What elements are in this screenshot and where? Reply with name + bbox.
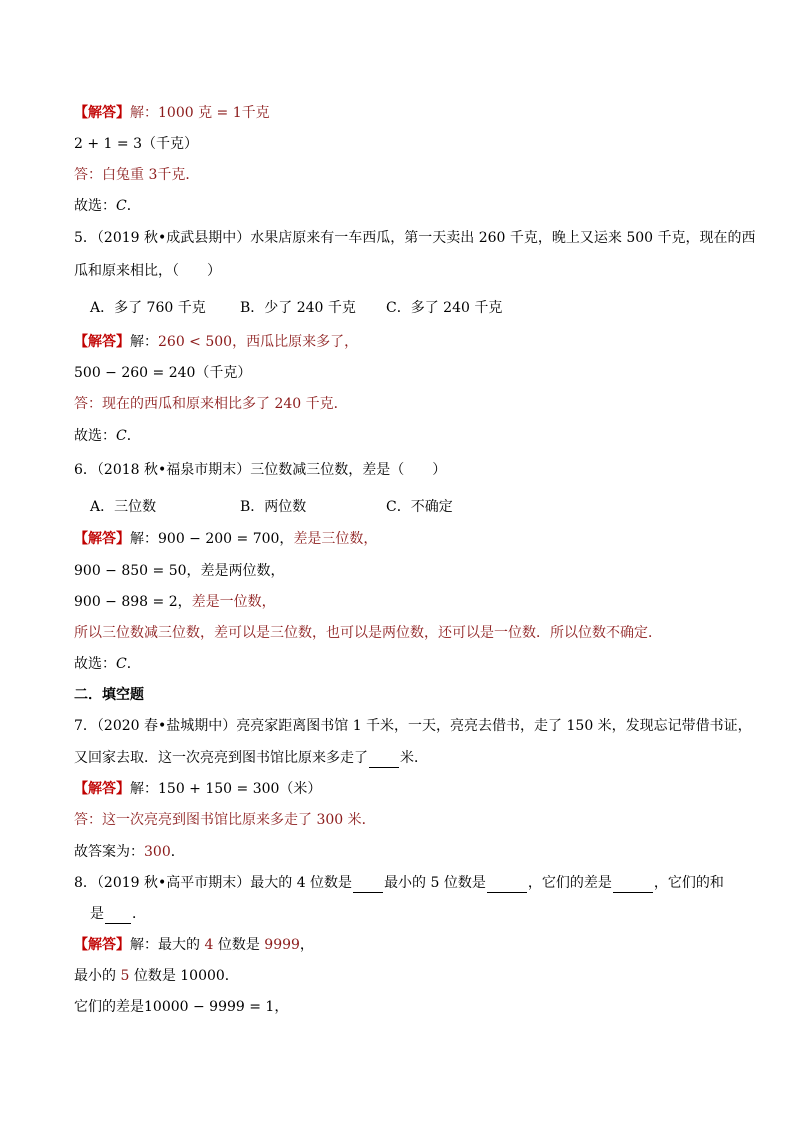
q5-answer-line-1	[74, 332, 358, 352]
choice-letter: C	[116, 198, 127, 214]
value: 4	[204, 937, 214, 953]
option-a: A．多了 760 千克	[90, 300, 206, 316]
q8-stem-line-1	[74, 873, 724, 893]
text: 是	[90, 906, 104, 922]
q6-stem: 6．（2018 秋•福泉市期末）三位数减三位数，差是（ ）	[74, 462, 447, 478]
q8-answer-line-3: 它们的差是10000 − 9999 = 1，	[74, 999, 289, 1015]
text: ．	[170, 844, 185, 860]
value: 3	[148, 167, 158, 183]
text: 答：白兔重	[74, 167, 149, 183]
q4-answer-line-3	[74, 165, 199, 185]
text: ．	[132, 906, 146, 922]
answer-tag: 【解答】	[74, 937, 130, 953]
text: 位数是	[213, 937, 265, 953]
fill-blank	[487, 877, 527, 893]
text: 解：900 − 200 = 700，	[130, 531, 294, 547]
value: 300	[316, 812, 344, 828]
text: 解：	[130, 334, 158, 350]
q5-answer-line-2: 500 − 260 = 240（千克）	[74, 365, 252, 381]
q5-stem-line-1: 5．（2019 秋•成武县期中）水果店原来有一车西瓜，第一天卖出 260 千克，晚上又运来 500 千克，现在的西	[74, 230, 756, 246]
q7-stem-line-1: 7．（2020 春•盐城期中）亮亮家距离图书馆 1 千米，一天，亮亮去借书，走了 150 米，发现忘记带借书证，	[74, 718, 752, 734]
text: 答：这一次亮亮到图书馆比原来多走了	[74, 812, 317, 828]
text: ．	[126, 198, 141, 214]
q5-options	[90, 298, 502, 318]
option-b: B．两位数	[240, 499, 307, 515]
option-b: B．少了 240 千克	[240, 300, 356, 316]
answer-tag: 【解答】	[74, 531, 130, 547]
q7-answer-line-1	[74, 779, 321, 799]
fill-blank	[369, 752, 399, 768]
text: 故选：	[74, 198, 116, 214]
text: 最小的 5 位数是	[384, 875, 486, 891]
q6-answer-line-3	[74, 592, 276, 612]
fill-blank	[613, 877, 653, 893]
text: 故选：	[74, 656, 116, 672]
text: 答：现在的西瓜和原来相比多了	[74, 396, 275, 412]
text: ，它们的差是	[527, 875, 612, 891]
text: 差是三位数，	[293, 531, 378, 547]
text: ，	[299, 937, 314, 953]
text: 差是一位数，	[191, 594, 276, 610]
text: 解：150 + 150 = 300（米）	[130, 781, 322, 797]
q6-answer-line-4: 所以三位数减三位数，差可以是三位数，也可以是两位数，还可以是一位数．所以位数不确定．	[74, 625, 662, 641]
text: 故答案为：	[74, 844, 144, 860]
text: ．	[126, 656, 141, 672]
answer-tag: 【解答】	[74, 105, 130, 121]
q8-answer-line-2	[74, 966, 239, 986]
value: 240	[274, 396, 302, 412]
text: 260 < 500，西瓜比原来多了，	[158, 334, 359, 350]
text: 千克．	[301, 396, 348, 412]
option-c: C．不确定	[386, 499, 453, 515]
q6-answer-line-2: 900 − 850 = 50，差是两位数，	[74, 563, 285, 579]
section-heading: 二．填空题	[74, 687, 144, 703]
choice-letter: C	[116, 656, 127, 672]
q8-answer-line-1	[74, 935, 314, 955]
text: 又回家去取．这一次亮亮到图书馆比原来多走了	[74, 750, 368, 766]
q6-options	[90, 497, 453, 517]
text: 8．（2019 秋•高平市期末）最大的 4 位数是	[74, 875, 353, 891]
text: 位数是 10000．	[129, 968, 239, 984]
text: ，它们的和	[653, 875, 724, 891]
q4-answer-line-2: 2 + 1 = 3（千克）	[74, 136, 198, 152]
q5-selection	[74, 426, 141, 446]
q7-answer-line-2	[74, 810, 376, 830]
answer-text: 解：1000 克 = 1千克	[130, 105, 270, 121]
fill-blank	[353, 877, 383, 893]
text: 米．	[343, 812, 376, 828]
option-c: C．多了 240 千克	[386, 300, 503, 316]
text: 解：最大的	[130, 937, 205, 953]
text: 最小的	[74, 968, 121, 984]
choice-letter: C	[116, 428, 127, 444]
option-a: A．三位数	[90, 499, 157, 515]
q7-stem-line-2	[74, 748, 428, 768]
q8-stem-line-2	[90, 904, 146, 924]
answer-tag: 【解答】	[74, 781, 130, 797]
q5-answer-line-3	[74, 394, 348, 414]
q4-answer-line-1	[74, 103, 270, 123]
value: 5	[120, 968, 130, 984]
q5-stem-line-2: 瓜和原来相比，（ ）	[74, 263, 221, 279]
q4-selection	[74, 196, 141, 216]
text: 米．	[400, 750, 428, 766]
q6-answer-line-1	[74, 529, 377, 549]
text: 千克．	[157, 167, 200, 183]
answer-tag: 【解答】	[74, 334, 130, 350]
text: 故选：	[74, 428, 116, 444]
fill-blank	[105, 908, 131, 924]
text: ．	[126, 428, 141, 444]
value: 300	[144, 844, 171, 860]
q7-fill-answer	[74, 842, 185, 862]
value: 9999	[264, 937, 300, 953]
q6-selection	[74, 654, 141, 674]
text: 900 − 898 = 2，	[74, 594, 192, 610]
